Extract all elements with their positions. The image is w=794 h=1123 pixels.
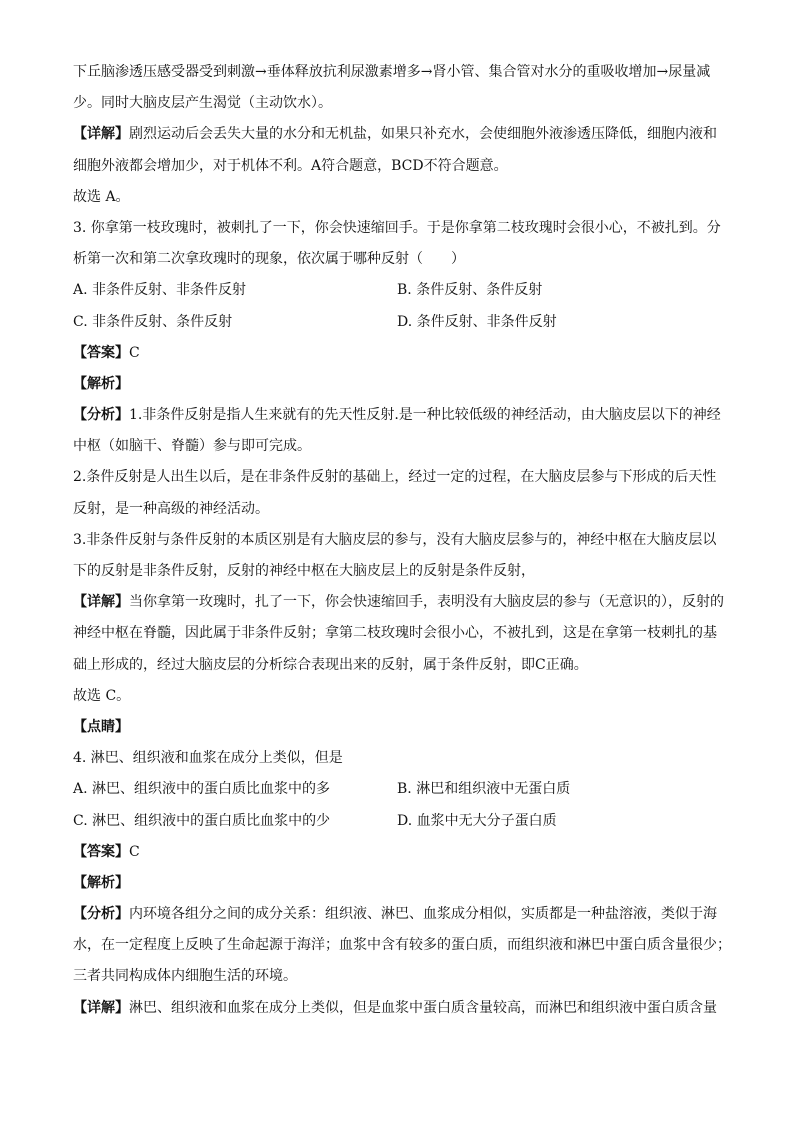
section-tag: 【详解】 — [73, 126, 129, 143]
option-left: C. 非条件反射、条件反射 — [73, 313, 233, 330]
tagged-line — [73, 405, 723, 425]
text-line: 下的反射是非条件反射，反射的神经中枢在大脑皮层上的反射是条件反射， — [73, 563, 535, 579]
option-right: D. 条件反射、非条件反射 — [397, 313, 557, 330]
tagged-text: 当你拿第一玫瑰时，扎了一下，你会快速缩回手，表明没有大脑皮层的参与（无意识的），反射的 — [129, 594, 724, 611]
text-line: 2.条件反射是人出生以后，是在非条件反射的基础上，经过一定的过程，在大脑皮层参与下形成的后天性 — [73, 469, 717, 486]
text-line: 下丘脑渗透压感受器受到刺激→垂体释放抗利尿激素增多→肾小管、集合管对水分的重吸收增加→尿量减 — [73, 64, 711, 80]
section-tag: 【详解】 — [73, 594, 129, 611]
section-tag: 【分析】 — [73, 407, 129, 424]
text-line: 础上形成的，经过大脑皮层的分析综合表现出来的反射，属于条件反射，即C正确。 — [73, 656, 588, 673]
tagged-line — [73, 842, 723, 862]
section-tag: 【点睛】 — [73, 718, 129, 735]
text-line: 三者共同构成体内细胞生活的环境。 — [73, 968, 297, 985]
text-line: 神经中枢在脊髓，因此属于非条件反射；拿第二枝玫瑰时会很小心，不被扎到，这是在拿第一枝刺扎的基 — [73, 625, 717, 642]
text-line: 反射，是一种高级的神经活动。 — [73, 500, 269, 517]
tagged-line — [73, 904, 723, 924]
text-line: 故选 A。 — [73, 188, 130, 205]
section-tag: 【解析】 — [73, 375, 129, 392]
text-line: 少。同时大脑皮层产生渴觉（主动饮水）。 — [73, 95, 332, 112]
section-tag: 【答案】 — [73, 344, 129, 361]
text-line: 4. 淋巴、组织液和血浆在成分上类似，但是 — [73, 750, 343, 767]
answer-options-row — [73, 811, 723, 831]
document-page — [73, 62, 731, 1029]
text-line: 3. 你拿第一枝玫瑰时，被刺扎了一下，你会快速缩回手。于是你拿第二枝玫瑰时会很小心，不被扎到。分 — [73, 219, 721, 236]
section-tag: 【答案】 — [73, 843, 129, 860]
tagged-line — [73, 374, 723, 394]
tagged-text: C — [129, 843, 140, 860]
text-line: 中枢（如脑干、脊髓）参与即可完成。 — [73, 438, 311, 455]
tagged-line — [73, 873, 723, 893]
text-line: 故选 C。 — [73, 687, 131, 704]
tagged-line — [73, 343, 723, 363]
tagged-line — [73, 592, 723, 612]
tagged-text: 淋巴、组织液和血浆在成分上类似，但是血浆中蛋白质含量较高，而淋巴和组织液中蛋白质含量 — [129, 999, 717, 1016]
answer-options-row — [73, 312, 723, 332]
section-tag: 【详解】 — [73, 999, 129, 1016]
answer-options-row — [73, 280, 723, 300]
section-tag: 【解析】 — [73, 874, 129, 891]
tagged-text: 剧烈运动后会丢失大量的水分和无机盐，如果只补充水，会使细胞外液渗透压降低，细胞内液和 — [129, 126, 717, 143]
tagged-line — [73, 124, 723, 144]
option-left: A. 淋巴、组织液中的蛋白质比血浆中的多 — [73, 781, 331, 798]
tagged-text: C — [129, 344, 140, 361]
text-line: 析第一次和第二次拿玫瑰时的现象，依次属于哪种反射（ ） — [73, 251, 465, 268]
tagged-text: 1.非条件反射是指人生来就有的先天性反射.是一种比较低级的神经活动，由大脑皮层以下的神经 — [129, 407, 721, 424]
option-left: C. 淋巴、组织液中的蛋白质比血浆中的少 — [73, 812, 331, 829]
tagged-text: 内环境各组分之间的成分关系：组织液、淋巴、血浆成分相似，实质都是一种盐溶液，类似于海 — [129, 906, 717, 923]
section-tag: 【分析】 — [73, 906, 129, 923]
tagged-line — [73, 717, 723, 737]
option-right: B. 淋巴和组织液中无蛋白质 — [397, 781, 571, 798]
text-line: 3.非条件反射与条件反射的本质区别是有大脑皮层的参与，没有大脑皮层参与的，神经中枢在大脑皮层以 — [73, 531, 717, 548]
option-right: B. 条件反射、条件反射 — [397, 282, 543, 299]
text-line: 水，在一定程度上反映了生命起源于海洋；血浆中含有较多的蛋白质，而组织液和淋巴中蛋白质含量很少； — [73, 937, 731, 954]
option-right: D. 血浆中无大分子蛋白质 — [397, 812, 557, 829]
option-left: A. 非条件反射、非条件反射 — [73, 282, 247, 299]
text-line: 细胞外液都会增加少，对于机体不利。A符合题意，BCD不符合题意。 — [73, 157, 508, 174]
answer-options-row — [73, 779, 723, 799]
tagged-line — [73, 998, 723, 1018]
